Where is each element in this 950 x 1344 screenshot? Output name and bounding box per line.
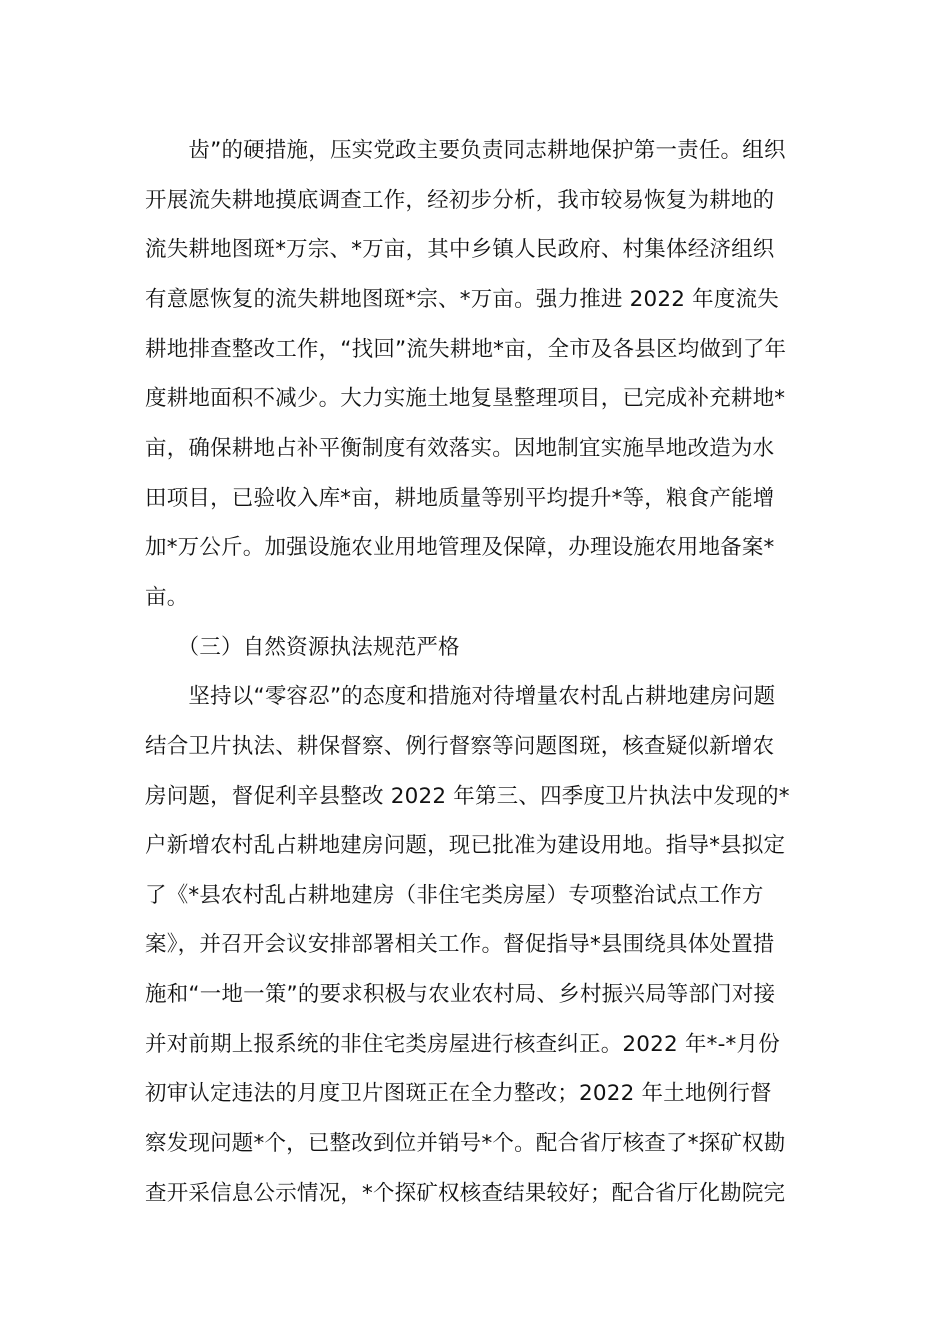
text-line: 亩，确保耕地占补平衡制度有效落实。因地制宜实施旱地改造为水 <box>145 436 775 461</box>
section-heading: （三）自然资源执法规范严格 <box>145 635 460 660</box>
text-line: 田项目，已验收入库*亩，耕地质量等别平均提升*等，粮食产能增 <box>145 486 775 511</box>
text-line: 房问题，督促利辛县整改 2022 年第三、四季度卫片执法中发现的* <box>145 784 790 809</box>
text-line: 查开采信息公示情况，*个探矿权核查结果较好；配合省厅化勘院完 <box>145 1181 786 1206</box>
text-line: 坚持以“零容忍”的态度和措施对待增量农村乱占耕地建房问题 <box>145 684 776 709</box>
text-line: 亩。 <box>145 585 189 610</box>
text-line: 户新增农村乱占耕地建房问题，现已批准为建设用地。指导*县拟定 <box>145 833 786 858</box>
text-line: 度耕地面积不减少。大力实施土地复垦整理项目，已完成补充耕地* <box>145 386 786 411</box>
text-line: 耕地排查整改工作，“找回”流失耕地*亩，全市及各县区均做到了年 <box>145 337 787 362</box>
text-line: 流失耕地图斑*万宗、*万亩，其中乡镇人民政府、村集体经济组织 <box>145 237 775 262</box>
text-line: 案》，并召开会议安排部署相关工作。督促指导*县围绕具体处置措 <box>145 932 775 957</box>
text-line: 初审认定违法的月度卫片图斑正在全力整改；2022 年土地例行督 <box>145 1081 772 1106</box>
text-line: 结合卫片执法、耕保督察、例行督察等问题图斑，核查疑似新增农 <box>145 734 775 759</box>
text-line: 了《*县农村乱占耕地建房（非住宅类房屋）专项整治试点工作方 <box>145 883 764 908</box>
text-line: 施和“一地一策”的要求积极与农业农村局、乡村振兴局等部门对接 <box>145 982 776 1007</box>
text-line: 并对前期上报系统的非住宅类房屋进行核查纠正。2022 年*-*月份 <box>145 1032 780 1057</box>
text-line: 加*万公斤。加强设施农业用地管理及保障，办理设施农用地备案* <box>145 535 775 560</box>
text-line: 察发现问题*个，已整改到位并销号*个。配合省厅核查了*探矿权勘 <box>145 1131 786 1156</box>
text-line: 有意愿恢复的流失耕地图斑*宗、*万亩。强力推进 2022 年度流失 <box>145 287 779 312</box>
text-line: 齿”的硬措施，压实党政主要负责同志耕地保护第一责任。组织 <box>145 138 786 163</box>
text-line: 开展流失耕地摸底调查工作，经初步分析，我市较易恢复为耕地的 <box>145 188 775 213</box>
